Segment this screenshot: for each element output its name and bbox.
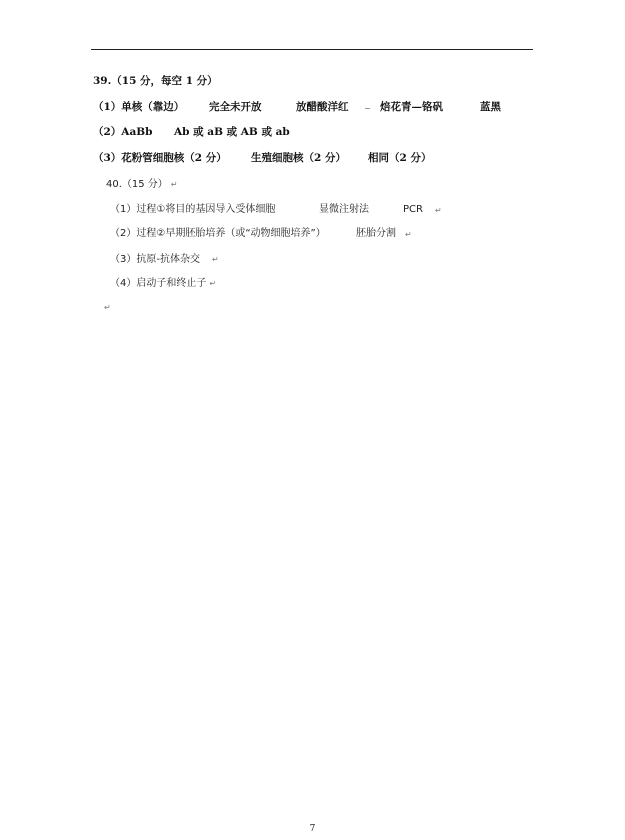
q39-line-1 xyxy=(93,100,533,114)
q40-header xyxy=(106,178,178,192)
q39-l1-prefix: （1）单核（靠边） xyxy=(93,101,185,113)
q40-l3-prefix: （3）抗原-抗体杂交 xyxy=(110,254,200,265)
q40-l4-prefix: （4）启动子和终止子 xyxy=(110,278,207,289)
divider-mark xyxy=(365,108,370,109)
q39-l1-answer-b: 放醋酸洋红 xyxy=(296,101,349,113)
paragraph-mark-icon: ↵ xyxy=(170,180,178,189)
paragraph-mark-icon: ↵ xyxy=(435,206,442,215)
paragraph-mark-icon: ↵ xyxy=(211,255,219,264)
q39-l1-answer-d: 蓝黑 xyxy=(480,101,501,113)
q40-line-2 xyxy=(110,227,530,241)
q40-line-4 xyxy=(110,277,216,291)
q40-l2-prefix: （2）过程②早期胚胎培养（或“动物细胞培养”） xyxy=(110,228,326,239)
q40-l2-answer-a: 胚胎分割 xyxy=(356,228,396,239)
header-rule xyxy=(91,49,533,50)
page-number: 7 xyxy=(309,824,316,834)
q40-l1-answer-b: PCR xyxy=(403,204,423,215)
empty-paragraph xyxy=(104,301,111,315)
q40-header-text: 40.（15 分） xyxy=(106,179,168,190)
q39-l1-answer-a: 完全未开放 xyxy=(209,101,262,113)
q40-l1-answer-a: 显微注射法 xyxy=(319,204,369,215)
q39-header: 39.（15 分，每空 1 分） xyxy=(93,75,218,87)
q39-l2-prefix: （2）AaBb xyxy=(93,126,153,138)
q40-line-1 xyxy=(110,203,530,217)
paragraph-mark-icon: ↵ xyxy=(405,230,412,239)
q39-l1-answer-c: 焙花青—铬矾 xyxy=(380,101,443,113)
paragraph-mark-icon: ↵ xyxy=(104,303,111,312)
paragraph-mark-icon: ↵ xyxy=(209,279,217,288)
q40-line-3 xyxy=(110,253,219,267)
q39-l3-answer-a: 生殖细胞核（2 分） xyxy=(251,152,346,164)
q39-line-2 xyxy=(93,125,533,139)
q39-l3-answer-b: 相同（2 分） xyxy=(368,152,432,164)
q39-line-3 xyxy=(93,151,533,165)
q39-l2-answer-a: Ab 或 aB 或 AB 或 ab xyxy=(174,126,290,138)
q40-l1-prefix: （1）过程①将目的基因导入受体细胞 xyxy=(110,204,276,215)
q39-l3-prefix: （3）花粉管细胞核（2 分） xyxy=(93,152,227,164)
